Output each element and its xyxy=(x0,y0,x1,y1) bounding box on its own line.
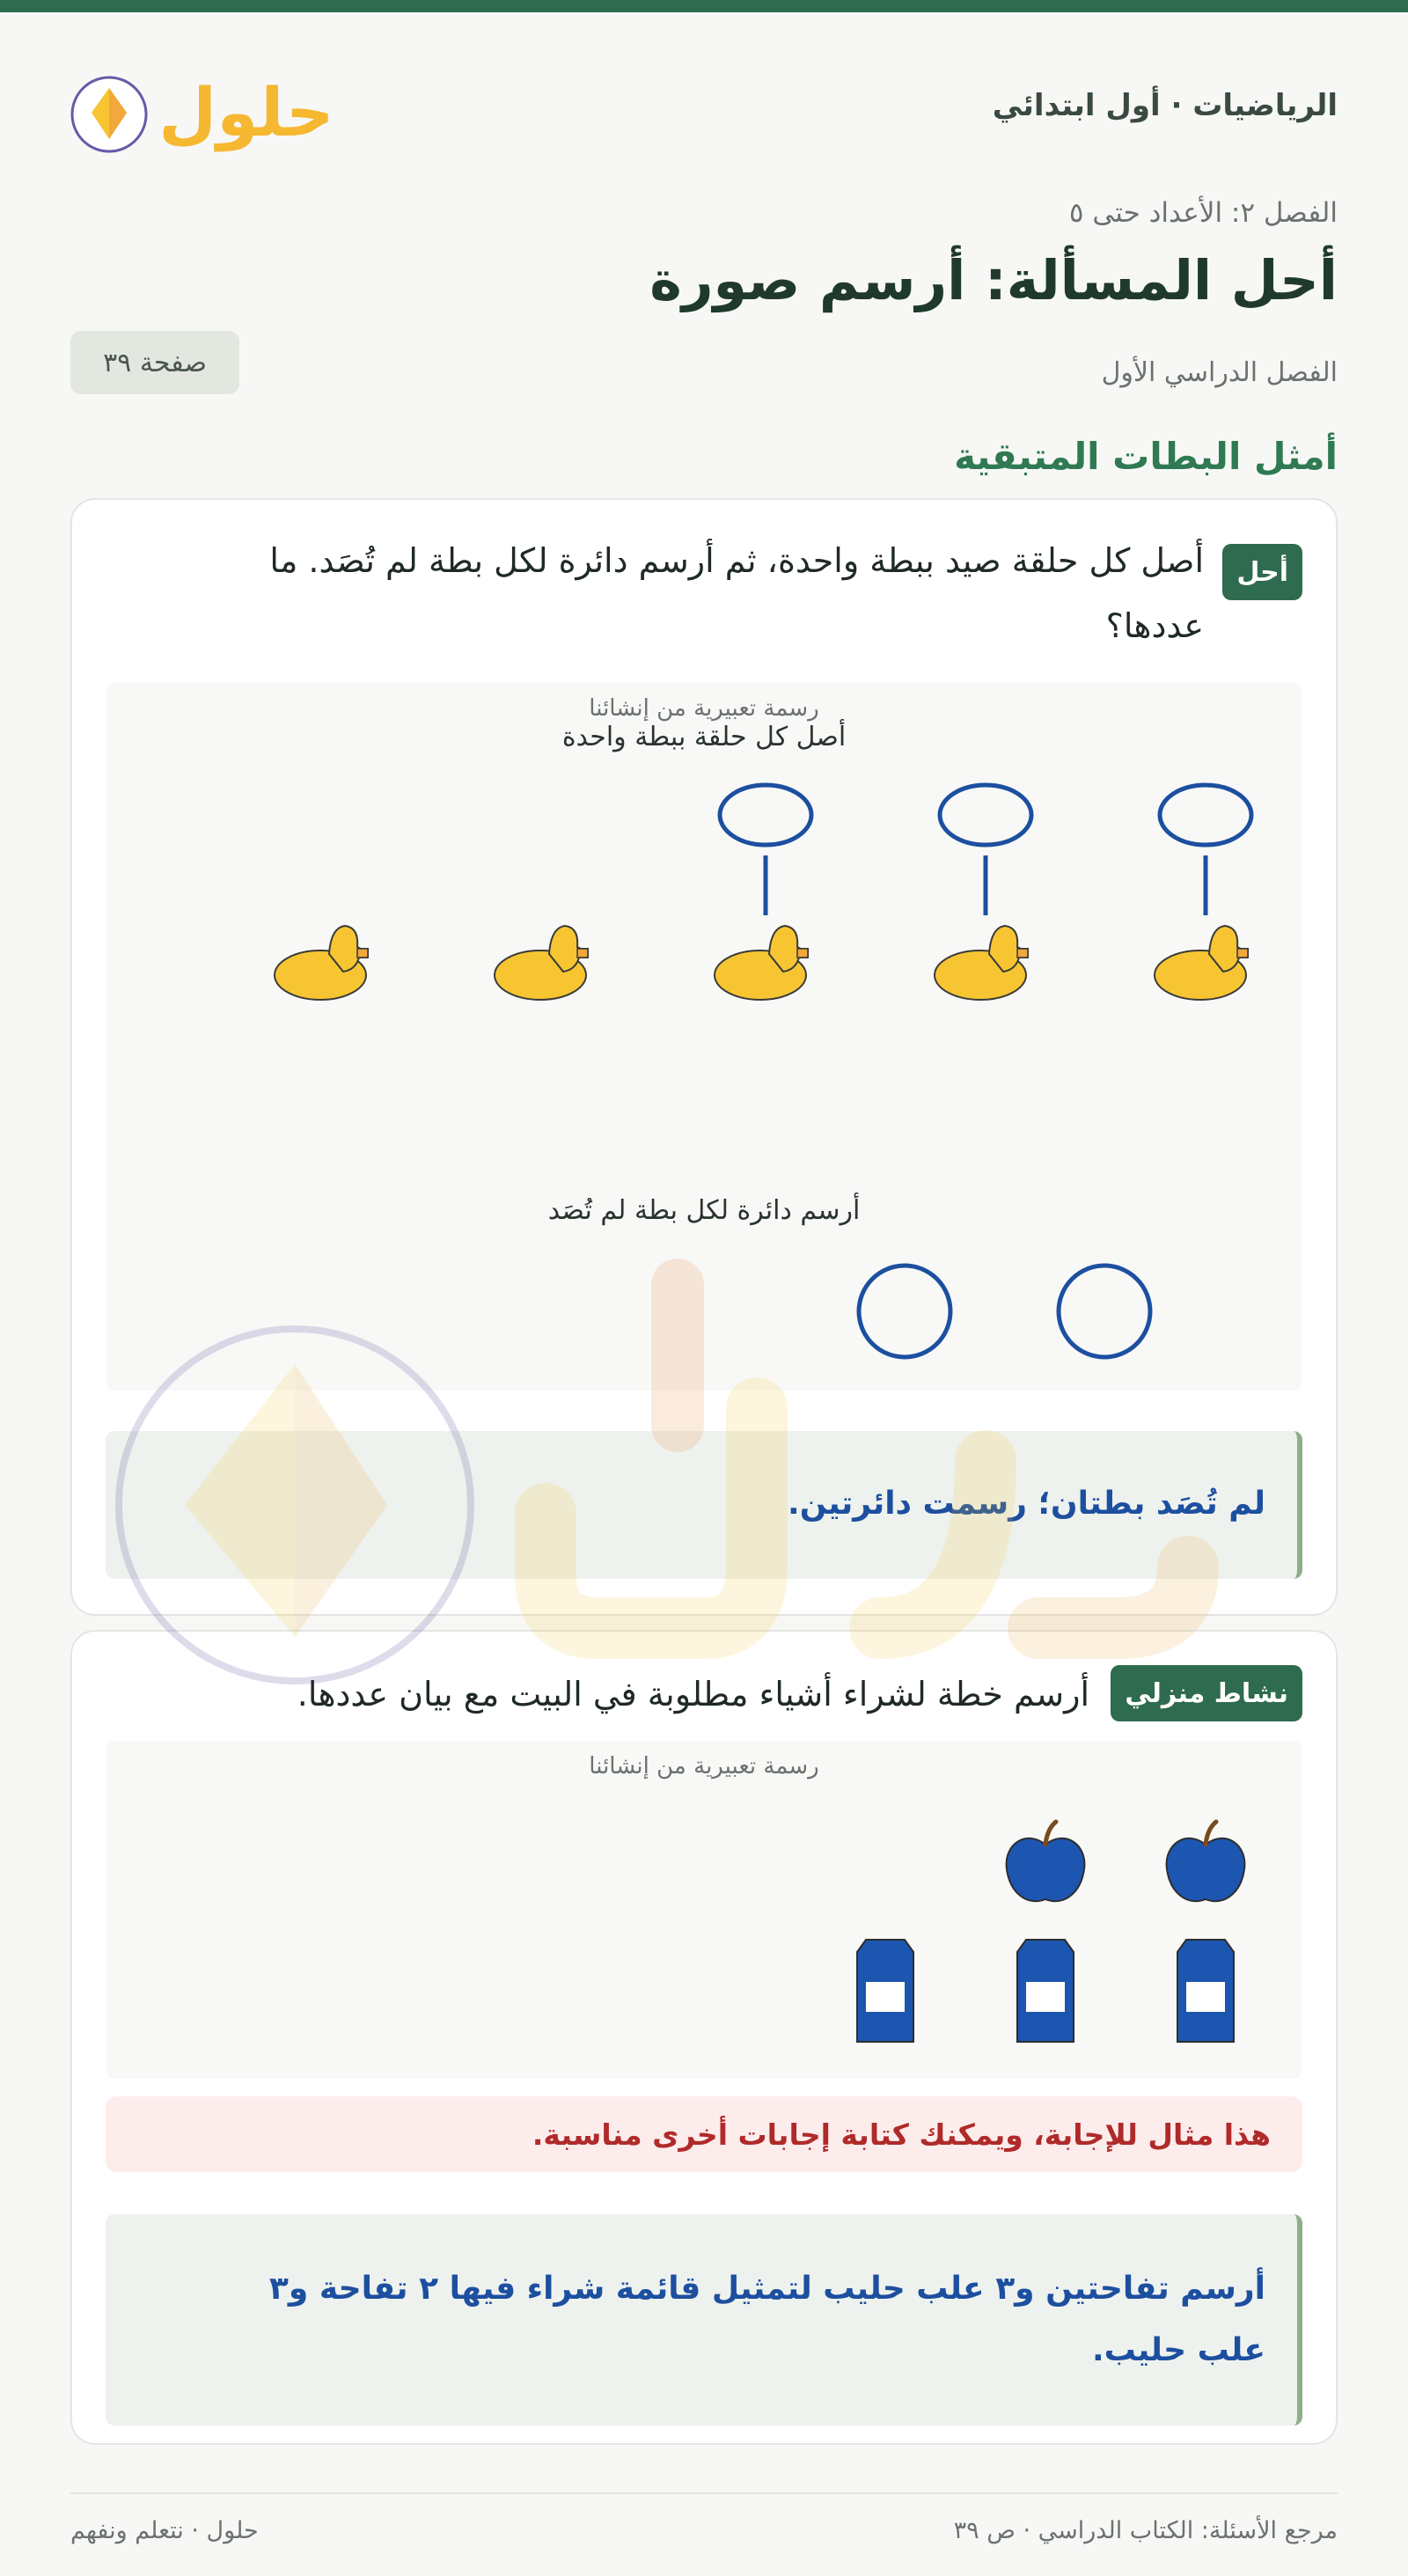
duck-icon xyxy=(1155,926,1248,1000)
footer-divider xyxy=(70,2492,1338,2494)
page-title: أحل المسألة: أرسم صورة xyxy=(649,248,1338,312)
answer-circle-2 xyxy=(859,1266,950,1357)
activity-answer: أرسم تفاحتين و٣ علب حليب لتمثيل قائمة شراء فيها ٢ تفاحة و٣ علب حليب. xyxy=(268,2271,1265,2368)
milk-carton-icon xyxy=(1017,1940,1074,2042)
circles-caption: أرسم دائرة لكل بطة لم تُصَد xyxy=(547,1195,861,1226)
footer-reference: مرجع الأسئلة: الكتاب الدراسي · ص ٣٩ xyxy=(953,2517,1338,2544)
duck-icon xyxy=(935,926,1028,1000)
answer-circle-1 xyxy=(1059,1266,1150,1357)
duck-icon xyxy=(275,926,368,1000)
chapter-label: الفصل ٢: الأعداد حتى ٥ xyxy=(1068,197,1338,229)
activity-answer-box xyxy=(106,2214,1302,2426)
ring-1 xyxy=(1160,785,1251,915)
shopping-drawing xyxy=(106,1741,1302,2079)
ducks-drawing xyxy=(106,683,1302,1391)
problem-answer: لم تُصَد بطتان؛ رسمت دائرتين. xyxy=(788,1486,1265,1522)
page-number-badge: صفحة ٣٩ xyxy=(70,331,239,394)
problem-answer-box xyxy=(106,1431,1302,1579)
footer-brand: حلول · نتعلم ونفهم xyxy=(70,2517,259,2544)
subject-label: الرياضيات · أول ابتدائي xyxy=(992,88,1338,123)
solve-badge: أحل xyxy=(1222,544,1302,600)
top-accent-bar xyxy=(0,0,1408,12)
homework-badge: نشاط منزلي xyxy=(1111,1665,1302,1721)
activity-card xyxy=(70,1630,1338,2445)
link-caption: أصل كل حلقة ببطة واحدة xyxy=(561,722,847,752)
illustration-note: رسمة تعبيرية من إنشائنا xyxy=(589,695,819,722)
activity-illustration xyxy=(106,1741,1302,2079)
section-title: أمثل البطات المتبقية xyxy=(954,435,1338,478)
apple-icon xyxy=(1007,1822,1085,1901)
answer-note-text: هذا مثال للإجابة، ويمكنك كتابة إجابات أخرى مناسبة. xyxy=(532,2117,1271,2152)
problem-question: أصل كل حلقة صيد ببطة واحدة، ثم أرسم دائرة لكل بطة لم تُصَد. ما عددها؟ xyxy=(269,541,1204,645)
brand-logo[interactable] xyxy=(70,58,334,164)
problem-illustration xyxy=(106,683,1302,1391)
activity-illustration-note: رسمة تعبيرية من إنشائنا xyxy=(589,1753,819,1780)
ring-2 xyxy=(940,785,1031,915)
milk-carton-icon xyxy=(1177,1940,1234,2042)
activity-question: أرسم خطة لشراء أشياء مطلوبة في البيت مع بيان عددها. xyxy=(297,1675,1089,1714)
problem-card xyxy=(70,498,1338,1616)
answer-note xyxy=(106,2096,1302,2172)
logo-text: حلول xyxy=(158,73,334,151)
milk-carton-icon xyxy=(857,1940,913,2042)
ring-3 xyxy=(720,785,811,915)
duck-icon xyxy=(715,926,808,1000)
duck-icon xyxy=(495,926,588,1000)
apple-icon xyxy=(1167,1822,1245,1901)
term-label: الفصل الدراسي الأول xyxy=(1101,357,1338,388)
